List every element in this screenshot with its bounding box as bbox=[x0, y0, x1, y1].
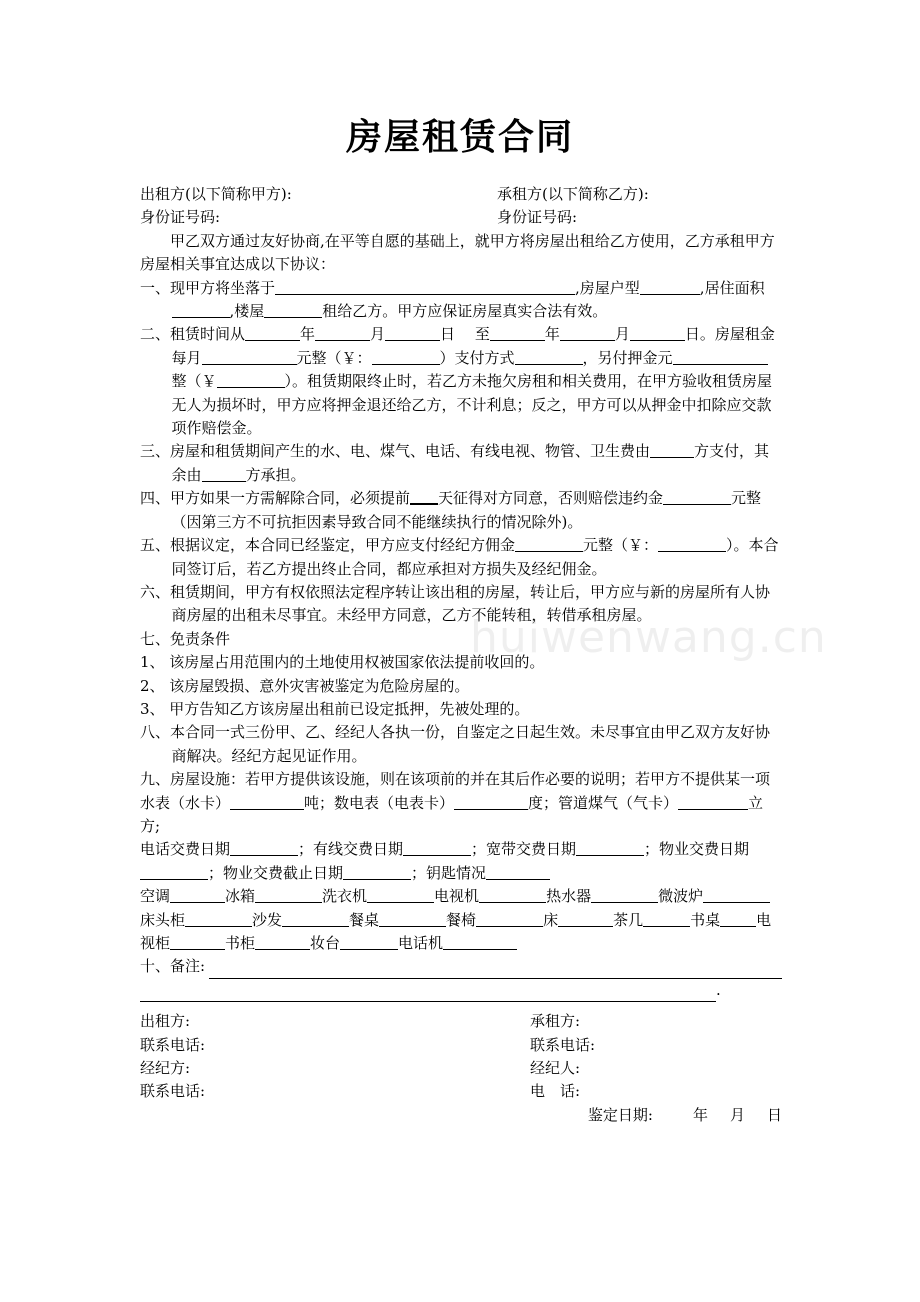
deposit-blank[interactable] bbox=[673, 349, 768, 365]
lessee-id-label: 身份证号码: bbox=[497, 208, 578, 227]
lessor-label: 出租方(以下简称甲方): bbox=[140, 185, 292, 203]
clause-7-3: 3、 甲方告知乙方该房屋出租前已设定抵押，先被处理的。 bbox=[140, 699, 530, 718]
floor-blank[interactable] bbox=[264, 302, 322, 318]
sign-phone-left-2: 联系电话: bbox=[140, 1082, 206, 1101]
property-end-blank[interactable] bbox=[343, 864, 411, 880]
contract-body bbox=[140, 183, 782, 1127]
start-day-blank[interactable] bbox=[385, 325, 440, 341]
document-title: 房屋租赁合同 bbox=[345, 116, 574, 158]
remark-blank-2[interactable] bbox=[140, 979, 716, 1002]
watermark: huiwenwang.cn bbox=[470, 612, 827, 663]
lessee-label: 承租方(以下简称乙方): bbox=[497, 185, 649, 203]
utility-party-blank[interactable] bbox=[650, 442, 694, 458]
clause-7-2: 2、 该房屋毁损、意外灾害被鉴定为危险房屋的。 bbox=[140, 676, 470, 695]
sign-lessee: 承租方: bbox=[530, 1012, 581, 1031]
meters-line: 水表（水卡） 吨；数电表（电表卡） 度；管道煤气（气卡） 立方; bbox=[140, 793, 764, 835]
clause-5: 五、根据议定，本合同已经鉴定，甲方应支付经纪方佣金 元整（￥： ）。本合同签订后，若乙方提出终止合同，都应承担对方损失及经纪佣金。 bbox=[140, 536, 779, 578]
rent-blank[interactable] bbox=[202, 349, 297, 365]
appliances-line: 空调 冰箱 洗衣机 电视机 热水器 微波炉床头柜 沙发 餐桌 餐椅 床 茶几 书桌 电视柜 书柜 妆台 电话机 bbox=[140, 887, 772, 952]
clause-4: 四、甲方如果一方需解除合同，必须提前 天征得对方同意，否则赔偿违约金 元整（因第三方不可抗拒因素导致合同不能继续执行的情况除外)。 bbox=[140, 489, 762, 531]
clause-6: 六、租赁期间，甲方有权依照法定程序转让该出租的房屋，转让后，甲方应与新的房屋所有人协商房屋的出租未尽事宜。未经甲方同意，乙方不能转租，转借承租房屋。 bbox=[140, 582, 771, 625]
clause-7: 七、免责条件 bbox=[140, 629, 231, 648]
id-row bbox=[140, 206, 782, 229]
dates-line: 电话交费日期 ；有线交费日期 ；宽带交费日期 ；物业交费日期；物业交费截止日期 ；钥匙情况 bbox=[140, 840, 750, 882]
property-date-blank[interactable] bbox=[140, 864, 208, 880]
start-year-blank[interactable] bbox=[245, 325, 300, 341]
broadband-date-blank[interactable] bbox=[576, 840, 644, 856]
clause-7-1: 1、 该房屋占用范围内的土地使用权被国家依法提前收回的。 bbox=[140, 653, 545, 672]
sign-agent: 经纪人: bbox=[530, 1059, 581, 1078]
start-month-blank[interactable] bbox=[315, 325, 370, 341]
remark-label: 十、备注: bbox=[140, 957, 206, 976]
deposit-amount-blank[interactable] bbox=[217, 372, 285, 388]
clause-1: 一、现甲方将坐落于 ,房屋户型 ,居住面积,楼屋 租给乙方。甲方应保证房屋真实合法有效。 bbox=[140, 278, 765, 321]
remark-blank[interactable] bbox=[209, 955, 782, 978]
clause-2: 二、租赁时间从 年 月 日 至 年 月 日。房屋租金每月 元整（￥： ）支付方式 ，另付押金元整（￥ ）。租赁期限终止时，若乙方未拖欠房租和相关费用，在甲方验收租赁房屋无人为损坏时，甲方应将押金退还给乙方，不计利息；反之，甲方可以从押金中扣除应交款项作赔偿金。 bbox=[140, 325, 775, 438]
electric-blank[interactable] bbox=[454, 794, 528, 810]
notice-days-blank[interactable] bbox=[410, 488, 438, 505]
address-blank[interactable] bbox=[275, 279, 575, 295]
lessor-id-label: 身份证号码: bbox=[140, 208, 221, 227]
keys-blank[interactable] bbox=[486, 864, 550, 880]
end-year-blank[interactable] bbox=[490, 325, 545, 341]
sign-agent-party: 经纪方: bbox=[140, 1059, 191, 1078]
signature-block bbox=[140, 1010, 782, 1127]
parties-row bbox=[140, 183, 782, 206]
sign-phone-left: 联系电话: bbox=[140, 1035, 206, 1054]
clause-3: 三、房屋和租赁期间产生的水、电、煤气、电话、有线电视、物管、卫生费由 方支付，其余由 方承担。 bbox=[140, 442, 770, 484]
commission-amount-blank[interactable] bbox=[658, 536, 726, 552]
cable-date-blank[interactable] bbox=[403, 840, 471, 856]
penalty-blank[interactable] bbox=[663, 489, 731, 505]
end-month-blank[interactable] bbox=[560, 325, 615, 341]
clause-8: 八、本合同一式三份甲、乙、经纪人各执一份，自鉴定之日起生效。未尽事宜由甲乙双方友好协商解决。经纪方起见证作用。 bbox=[140, 723, 771, 765]
remark-line bbox=[140, 955, 782, 978]
sign-date: 鉴定日期: 年 月 日 bbox=[587, 1105, 782, 1124]
phone-date-blank[interactable] bbox=[230, 840, 298, 856]
remark-line-2: . bbox=[140, 979, 782, 1002]
other-party-blank[interactable] bbox=[202, 466, 246, 482]
water-blank[interactable] bbox=[230, 794, 304, 810]
sign-phone-right-2: 电 话: bbox=[530, 1082, 581, 1101]
gas-blank[interactable] bbox=[678, 794, 748, 810]
sign-lessor: 出租方: bbox=[140, 1012, 191, 1031]
area-blank[interactable] bbox=[172, 302, 230, 318]
commission-blank[interactable] bbox=[515, 536, 583, 552]
clause-9: 九、房屋设施：若甲方提供该设施，则在该项前的并在其后作必要的说明；若甲方不提供某一项 bbox=[140, 770, 771, 789]
end-day-blank[interactable] bbox=[630, 325, 685, 341]
rent-amount-blank[interactable] bbox=[372, 349, 440, 365]
intro-paragraph: 甲乙双方通过友好协商,在平等自愿的基础上，就甲方将房屋出租给乙方使用，乙方承租甲方房屋相关事宜达成以下协议： bbox=[140, 231, 775, 274]
sign-phone-right: 联系电话: bbox=[530, 1035, 596, 1054]
layout-blank[interactable] bbox=[640, 279, 700, 295]
payment-method-blank[interactable] bbox=[515, 349, 583, 365]
